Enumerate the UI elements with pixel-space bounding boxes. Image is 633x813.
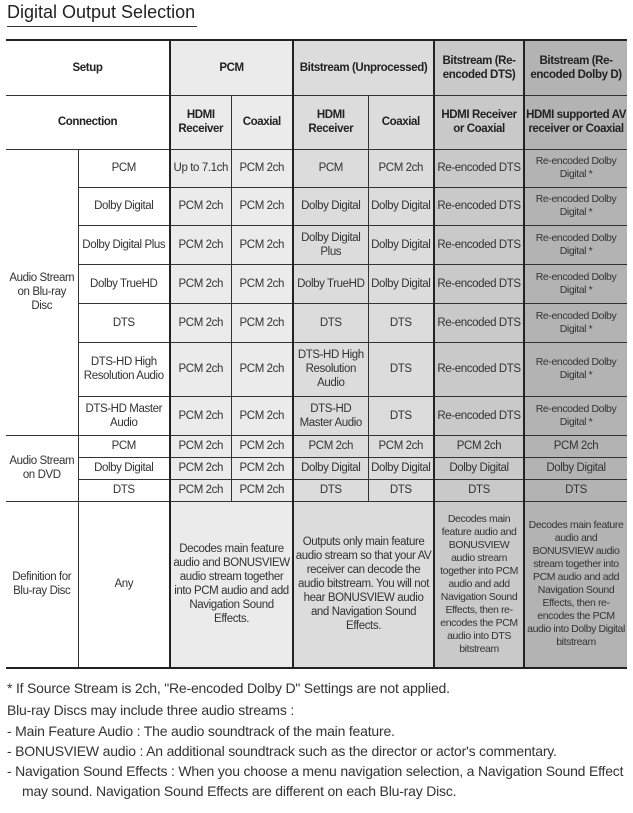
bitstream-dts-header: Bitstream (Re-encoded DTS): [434, 40, 524, 95]
bs-coaxial-header: Coaxial: [368, 95, 434, 149]
output-cell: PCM 2ch: [231, 149, 293, 187]
definition-bitstream-dolby: Decodes main feature audio and BONUSVIEW audio stream together into PCM audio and add Navigation Sound Effects, then re-encodes the PCM audio into Dolby Digital bitstream: [524, 501, 627, 668]
definition-bitstream-unprocessed: Outputs only main feature audio stream so that your AV receiver can decode the audio bitstream. You will not hear BONUSVIEW audio and Navigation Sound Effects.: [293, 501, 434, 668]
output-cell: Dolby Digital: [524, 457, 627, 479]
stream-type: Dolby Digital: [78, 187, 170, 225]
output-cell: PCM 2ch: [170, 342, 231, 396]
note-item: - BONUSVIEW audio : An additional soundtrack such as the director or actor's commentary.: [7, 743, 557, 759]
output-cell: PCM 2ch: [170, 457, 231, 479]
dolby-connection-header: HDMI supported AV receiver or Coaxial: [524, 95, 627, 149]
stream-type: PCM: [78, 435, 170, 457]
output-cell: PCM 2ch: [524, 435, 627, 457]
digital-output-table: [6, 39, 627, 669]
table-row: [6, 149, 627, 187]
output-cell: PCM 2ch: [231, 225, 293, 264]
output-cell: PCM 2ch: [368, 435, 434, 457]
table-row: [6, 187, 627, 225]
pcm-coaxial-header: Coaxial: [231, 95, 293, 149]
output-cell: DTS-HD Master Audio: [293, 396, 368, 435]
output-cell: Re-encoded Dolby Digital *: [524, 187, 627, 225]
definition-bitstream-dts: Decodes main feature audio and BONUSVIEW audio stream together into PCM audio and add Navigation Sound Effects, then re-encodes the PCM audio into DTS bitstream: [434, 501, 524, 668]
output-cell: Dolby Digital: [434, 457, 524, 479]
bluray-group-label: Audio Stream on Blu-ray Disc: [6, 149, 78, 435]
stream-type: Dolby Digital Plus: [78, 225, 170, 264]
table-row: [6, 342, 627, 396]
output-cell: DTS: [368, 303, 434, 342]
output-cell: Re-encoded DTS: [434, 149, 524, 187]
output-cell: Re-encoded DTS: [434, 187, 524, 225]
output-cell: PCM 2ch: [434, 435, 524, 457]
output-cell: Dolby Digital: [368, 187, 434, 225]
output-cell: DTS: [434, 479, 524, 501]
pcm-header: PCM: [170, 40, 293, 95]
output-cell: Dolby TrueHD: [293, 264, 368, 303]
output-cell: PCM 2ch: [231, 435, 293, 457]
bs-hdmi-header: HDMI Receiver: [293, 95, 368, 149]
definition-label: Definition for Blu-ray Disc: [6, 501, 78, 668]
output-cell: Re-encoded Dolby Digital *: [524, 396, 627, 435]
footnote: * If Source Stream is 2ch, "Re-encoded Dolby D" Settings are not applied.: [7, 680, 450, 696]
stream-type: DTS-HD Master Audio: [78, 396, 170, 435]
output-cell: Re-encoded DTS: [434, 225, 524, 264]
output-cell: Dolby Digital: [293, 457, 368, 479]
output-cell: Up to 7.1ch: [170, 149, 231, 187]
output-cell: DTS: [368, 479, 434, 501]
output-cell: Re-encoded Dolby Digital *: [524, 264, 627, 303]
output-cell: DTS: [368, 342, 434, 396]
output-cell: DTS: [293, 303, 368, 342]
setup-header: Setup: [6, 40, 170, 95]
output-cell: Re-encoded DTS: [434, 303, 524, 342]
output-cell: DTS-HD High Resolution Audio: [293, 342, 368, 396]
notes: [7, 677, 633, 801]
note-item: - Navigation Sound Effects : When you choose a menu navigation selection, a Navigation Sound Effect may sound. Navigation Sound Effects are different on each Blu-ray Disc.: [7, 763, 624, 799]
output-cell: Dolby Digital Plus: [293, 225, 368, 264]
output-cell: PCM 2ch: [170, 225, 231, 264]
output-cell: Re-encoded DTS: [434, 264, 524, 303]
output-cell: DTS: [524, 479, 627, 501]
output-cell: Re-encoded DTS: [434, 342, 524, 396]
table-row: [6, 457, 627, 479]
output-cell: Dolby Digital: [368, 457, 434, 479]
output-cell: Re-encoded Dolby Digital *: [524, 149, 627, 187]
output-cell: PCM 2ch: [231, 342, 293, 396]
output-cell: PCM: [293, 149, 368, 187]
output-cell: PCM 2ch: [231, 396, 293, 435]
definition-pcm: Decodes main feature audio and BONUSVIEW audio stream together into PCM audio and add Navigation Sound Effects.: [170, 501, 293, 668]
pcm-hdmi-header: HDMI Receiver: [170, 95, 231, 149]
output-cell: Dolby Digital: [368, 264, 434, 303]
output-cell: DTS: [293, 479, 368, 501]
output-cell: PCM 2ch: [170, 396, 231, 435]
output-cell: Re-encoded DTS: [434, 396, 524, 435]
output-cell: DTS: [368, 396, 434, 435]
output-cell: PCM 2ch: [231, 187, 293, 225]
output-cell: PCM 2ch: [170, 435, 231, 457]
notes-intro: Blu-ray Discs may include three audio streams :: [7, 702, 295, 718]
output-cell: PCM 2ch: [170, 187, 231, 225]
output-cell: PCM 2ch: [170, 479, 231, 501]
connection-header: Connection: [6, 95, 170, 149]
bitstream-unprocessed-header: Bitstream (Unprocessed): [293, 40, 434, 95]
output-cell: PCM 2ch: [368, 149, 434, 187]
table-row: [6, 396, 627, 435]
output-cell: PCM 2ch: [170, 303, 231, 342]
stream-type: DTS-HD High Resolution Audio: [78, 342, 170, 396]
table-row: [6, 479, 627, 501]
output-cell: Re-encoded Dolby Digital *: [524, 342, 627, 396]
table-row: [6, 264, 627, 303]
stream-type: DTS: [78, 303, 170, 342]
output-cell: PCM 2ch: [293, 435, 368, 457]
output-cell: PCM 2ch: [231, 457, 293, 479]
bitstream-dolby-header: Bitstream (Re-encoded Dolby D): [524, 40, 627, 95]
stream-type: DTS: [78, 479, 170, 501]
page-title: Digital Output Selection: [7, 2, 197, 27]
output-cell: PCM 2ch: [231, 264, 293, 303]
stream-type: Dolby Digital: [78, 457, 170, 479]
output-cell: PCM 2ch: [231, 479, 293, 501]
definition-row: [6, 501, 627, 668]
output-cell: Re-encoded Dolby Digital *: [524, 303, 627, 342]
output-cell: PCM 2ch: [231, 303, 293, 342]
output-cell: Dolby Digital: [368, 225, 434, 264]
output-cell: PCM 2ch: [170, 264, 231, 303]
output-cell: Dolby Digital: [293, 187, 368, 225]
definition-stream: Any: [78, 501, 170, 668]
stream-type: PCM: [78, 149, 170, 187]
stream-type: Dolby TrueHD: [78, 264, 170, 303]
table-row: [6, 303, 627, 342]
dvd-group-label: Audio Stream on DVD: [6, 435, 78, 501]
dts-connection-header: HDMI Receiver or Coaxial: [434, 95, 524, 149]
table-row: [6, 435, 627, 457]
output-cell: Re-encoded Dolby Digital *: [524, 225, 627, 264]
table-row: [6, 225, 627, 264]
note-item: - Main Feature Audio : The audio soundtrack of the main feature.: [7, 723, 395, 739]
